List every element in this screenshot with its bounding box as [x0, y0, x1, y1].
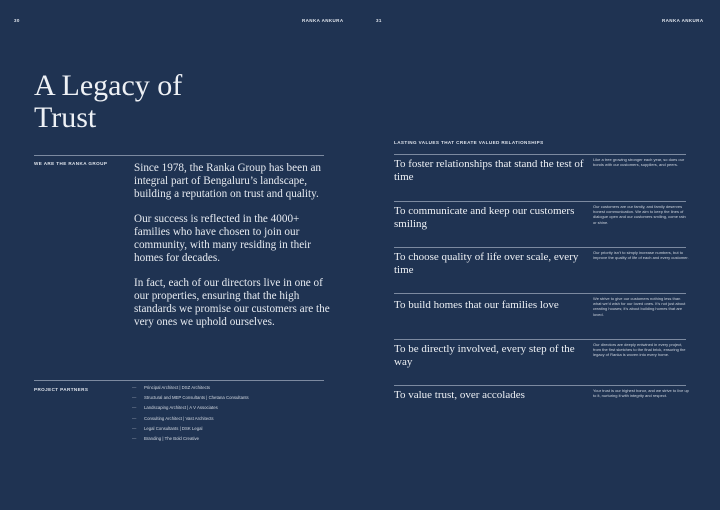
intro-divider: [34, 155, 324, 156]
group-caption: WE ARE THE RANKA GROUP: [34, 161, 108, 166]
page-title: [34, 70, 294, 134]
value-divider: [394, 154, 686, 155]
left-running-title: RANKA ANKURA: [302, 18, 344, 23]
dash-icon: —: [132, 435, 137, 441]
values-caption: LASTING VALUES THAT CREATE VALUED RELATIONSHIPS: [394, 140, 544, 145]
partner-item: — Branding | The Bold Creative: [132, 435, 200, 441]
partner-item: — Principal Architect | DSZ Architects: [132, 385, 211, 390]
value-title: To be directly involved, every step of the way: [394, 343, 575, 368]
value-item: [394, 385, 689, 425]
partner-item: — Legal Consultants | DSK Legal: [132, 425, 203, 431]
partners-divider: [34, 380, 324, 381]
value-description: Our directors are deeply entwined in every project, from the first sketches to the final brick, ensuring the legacy of Ranka is woven into every home.: [593, 342, 686, 358]
value-description: Your trust is our highest honor, and we strive to live up to it, nurturing it with integrity and respect.: [593, 388, 689, 399]
partner-item: — Structural and MEP Consultants | Chetana Consultants: [132, 395, 249, 401]
left-page-number: 30: [14, 18, 20, 23]
dash-icon: —: [132, 405, 137, 411]
value-title: To value trust, over accolades: [394, 389, 525, 401]
right-page-number: 31: [376, 18, 382, 23]
dash-icon: —: [132, 395, 137, 401]
dash-icon: —: [132, 415, 137, 421]
value-divider: [394, 339, 686, 340]
value-title: To choose quality of life over scale, every time: [394, 251, 579, 276]
value-item: [394, 201, 686, 241]
value-divider: [394, 293, 686, 294]
value-divider: [394, 247, 686, 248]
partner-item: — Landscaping Architect | A V Associates: [132, 405, 218, 411]
intro-paragraph: Our success is reflected in the 4000+ families who have chosen to join our community, with many residing in their homes for decades.: [134, 213, 312, 264]
right-running-title: RANKA ANKURA: [662, 18, 704, 23]
value-description: We strive to give our customers nothing less than what we’d wish for our loved ones. It’s not just about creating houses; it’s about building homes that are loved.: [593, 296, 686, 317]
dash-icon: —: [132, 385, 137, 390]
value-title: To communicate and keep our customers smiling: [394, 205, 575, 230]
value-title: To build homes that our families love: [394, 299, 559, 311]
value-title: To foster relationships that stand the test of time: [394, 158, 584, 183]
dash-icon: —: [132, 425, 137, 431]
partner-item: — Consulting Architect | Vast Architects: [132, 415, 214, 421]
page-title-line-2: Trust: [34, 101, 97, 134]
value-divider: [394, 201, 686, 202]
value-description: Our priority isn’t to simply increase numbers, but to improve the quality of life of each and every customer.: [593, 250, 689, 261]
value-divider: [394, 385, 686, 386]
page-title-line-1: A Legacy of: [34, 69, 183, 102]
value-item: [394, 154, 686, 194]
partners-list: [132, 385, 322, 446]
value-description: Our customers are our family, and family deserves honest communication. We aim to keep the lines of dialogue open and our customers smiling, come rain or shine.: [593, 204, 686, 225]
partners-caption: PROJECT PARTNERS: [34, 387, 89, 392]
value-item: [394, 293, 686, 333]
value-description: Like a tree growing stronger each year, so does our bonds with our customers, suppliers, and peers.: [593, 157, 685, 168]
intro-paragraph: Since 1978, the Ranka Group has been an integral part of Bengaluru’s landscape, building a reputation on trust and quality.: [134, 162, 322, 200]
intro-text: [134, 162, 330, 341]
value-item: [394, 247, 689, 287]
intro-paragraph: In fact, each of our directors live in one of our properties, ensuring that the high standards we promise our customers are the very ones we uphold ourselves.: [134, 277, 330, 328]
value-item: [394, 339, 686, 379]
